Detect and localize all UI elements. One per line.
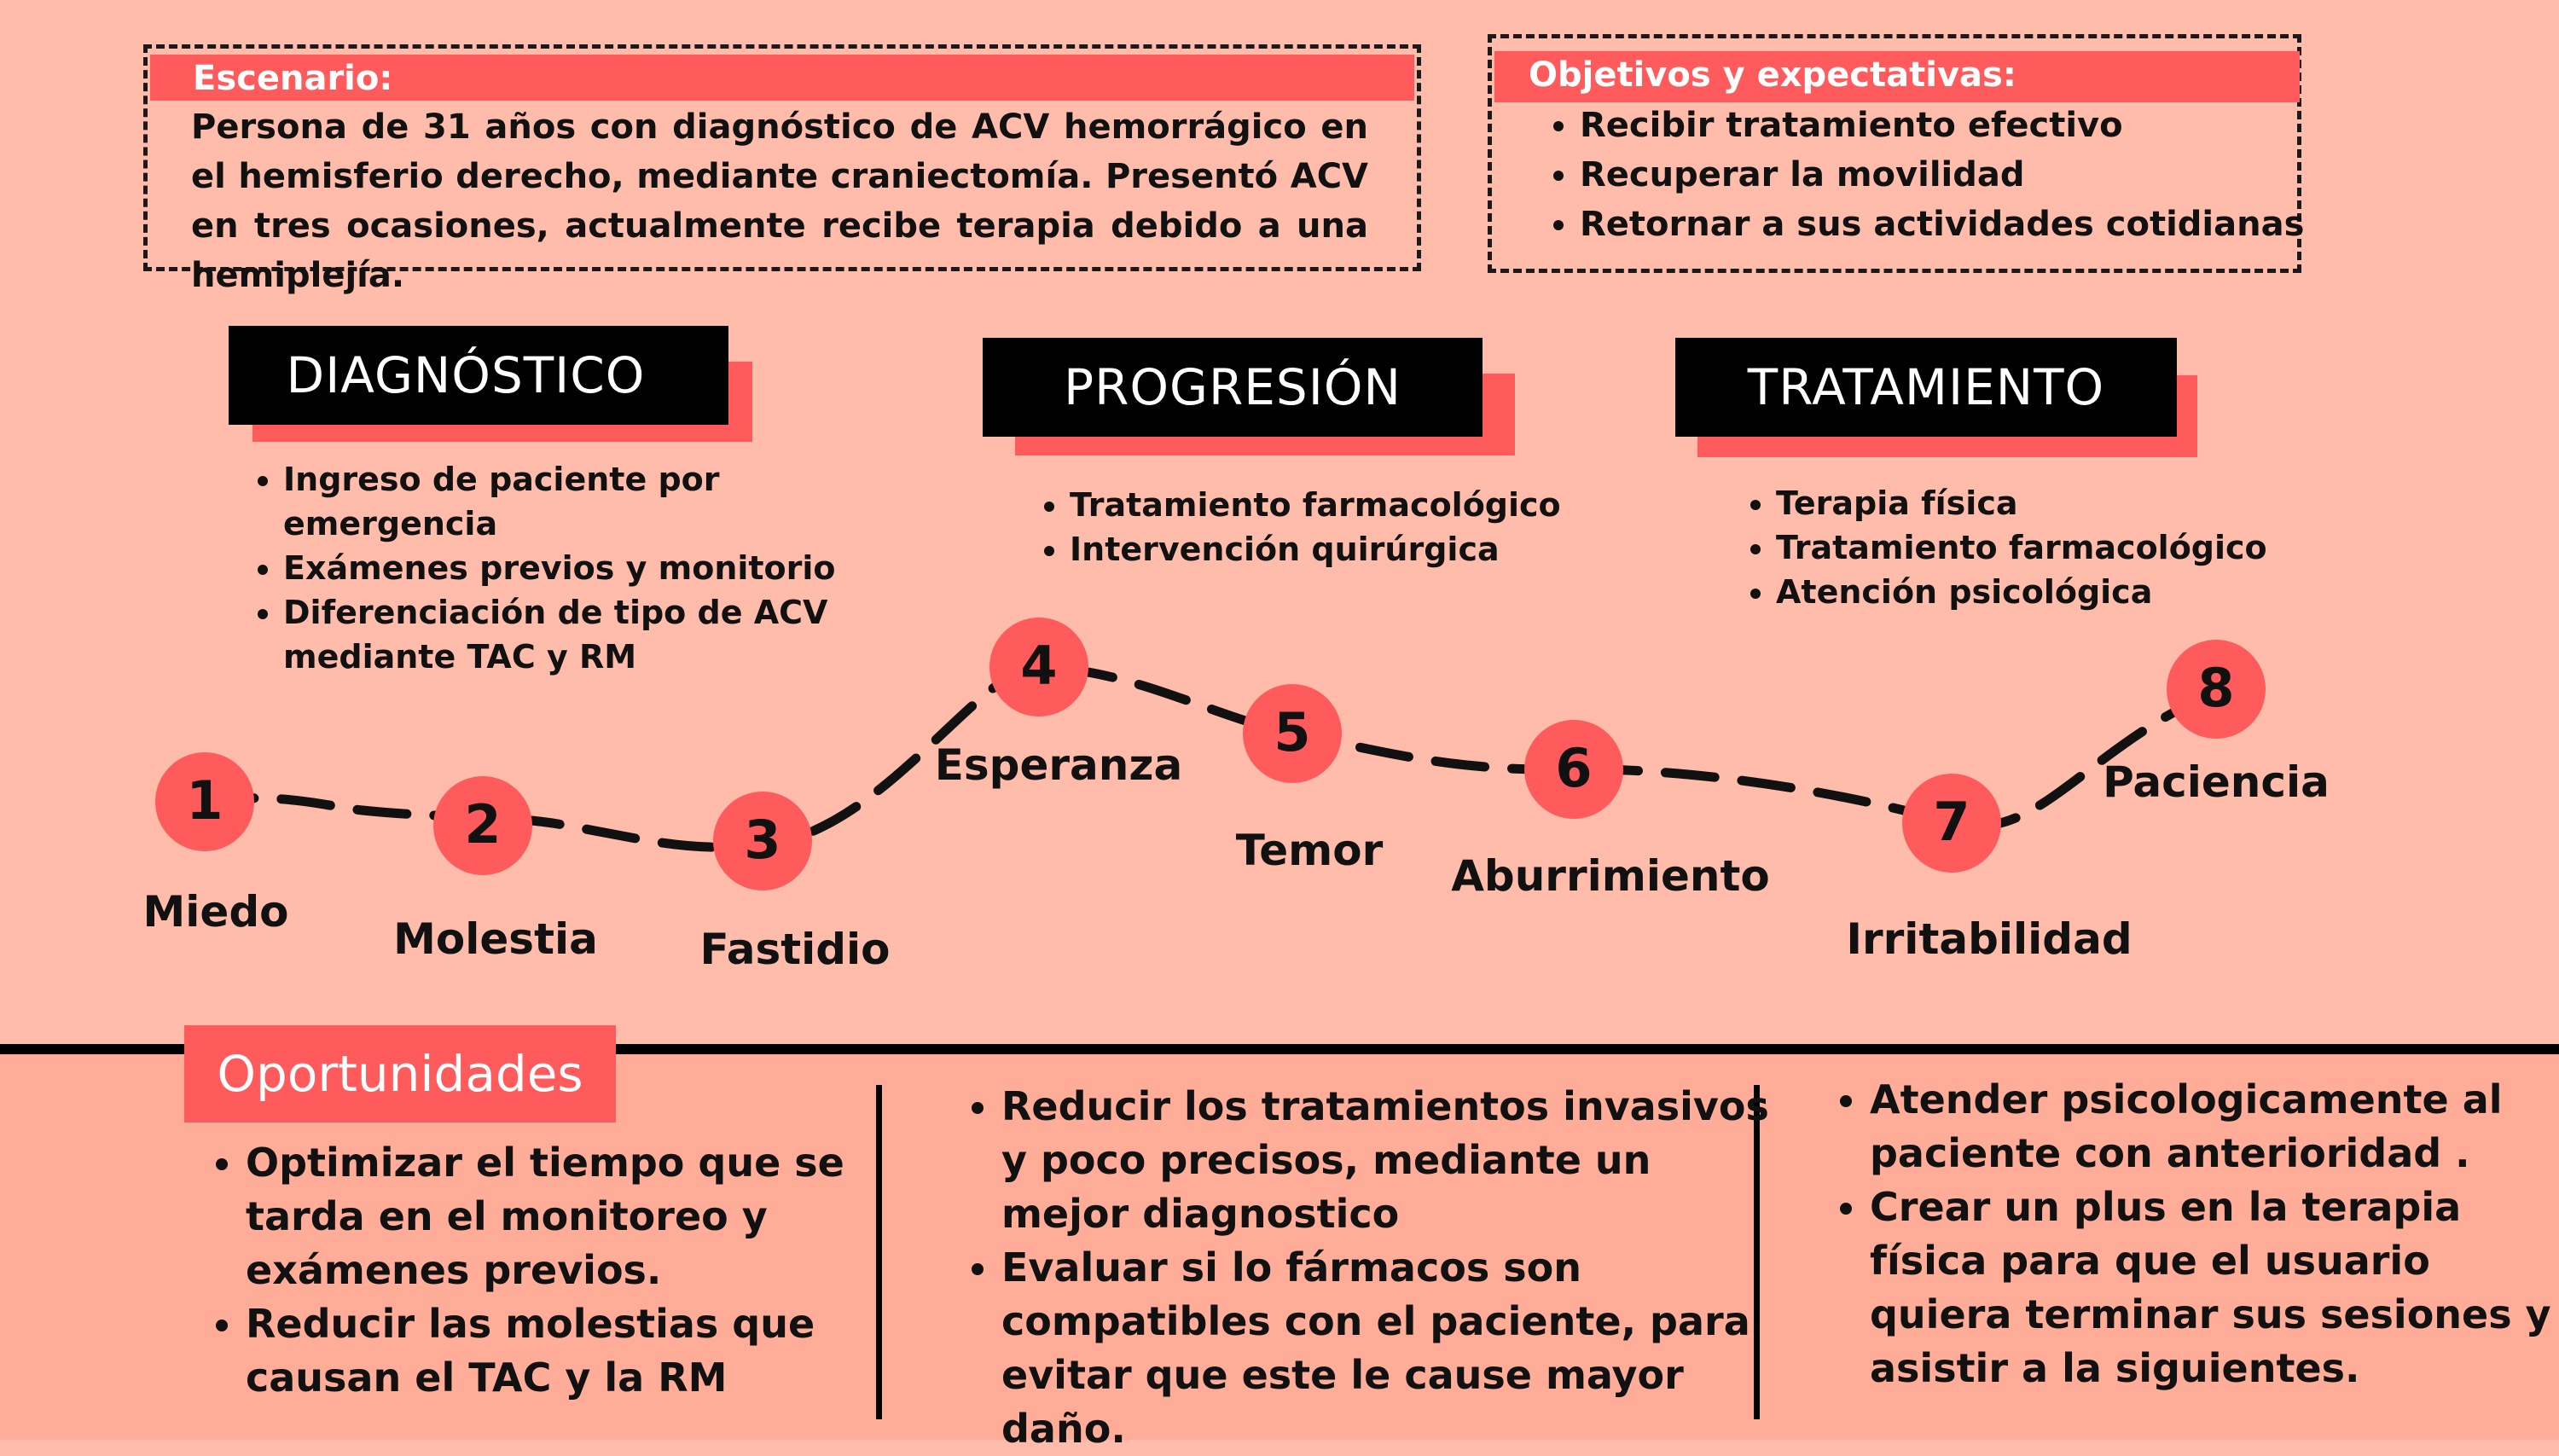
list-item: • Tratamiento farmacológico bbox=[1070, 483, 1718, 527]
node-8 bbox=[2167, 640, 2266, 739]
list-item: • Atender psicologicamente al paciente con anterioridad . bbox=[1870, 1073, 2559, 1180]
node-6 bbox=[1524, 720, 1623, 819]
node-number: 4 bbox=[1020, 635, 1058, 697]
objectives-title: Objetivos y expectativas: bbox=[1494, 51, 2300, 102]
scenario-title: Escenario: bbox=[150, 55, 1414, 101]
list-item: • Optimizar el tiempo que se tarda en el monitoreo y exámenes previos. bbox=[246, 1136, 894, 1297]
node-number: 3 bbox=[744, 809, 781, 871]
node-2 bbox=[433, 776, 532, 875]
list-item: • Reducir los tratamientos invasivos y poco precisos, mediante un mejor diagnostico bbox=[1001, 1080, 1786, 1241]
opportunities-col-3 bbox=[1819, 1073, 2559, 1395]
emotion-label-miedo: Miedo bbox=[142, 887, 289, 937]
opportunities-col-1 bbox=[194, 1136, 894, 1405]
opportunities-title: Oportunidades bbox=[184, 1025, 616, 1122]
emotion-label-temor: Temor bbox=[1235, 826, 1384, 875]
list-item: • Intervención quirúrgica bbox=[1070, 527, 1718, 571]
list-item: • Diferenciación de tipo de ACV mediante TAC y RM bbox=[283, 590, 846, 679]
emotion-label-esperanza: Esperanza bbox=[934, 740, 1183, 790]
list-item: • Terapia física bbox=[1776, 481, 2424, 525]
emotion-label-aburrimiento: Aburrimiento bbox=[1451, 851, 1770, 901]
node-number: 8 bbox=[2197, 657, 2235, 719]
phase-tratamiento: TRATAMIENTO bbox=[1675, 338, 2177, 437]
node-5 bbox=[1243, 684, 1342, 783]
node-1 bbox=[155, 752, 254, 851]
node-number: 5 bbox=[1274, 701, 1311, 763]
list-item: • Exámenes previos y monitorio bbox=[283, 546, 846, 590]
emotion-label-molestia: Molestia bbox=[393, 914, 598, 964]
phase-progresion: PROGRESIÓN bbox=[983, 338, 1483, 437]
opportunities-col-2 bbox=[950, 1080, 1786, 1456]
list-item: • Evaluar si lo fármacos son compatibles con el paciente, para evitar que este le cause mayor daño. bbox=[1001, 1241, 1786, 1456]
node-number: 7 bbox=[1933, 791, 1970, 853]
list-item: • Crear un plus en la terapia física para que el usuario quiera terminar sus sesiones y asistir a la siguientes. bbox=[1870, 1180, 2559, 1395]
emotion-label-irritabilidad: Irritabilidad bbox=[1846, 914, 2132, 964]
phase-diagnostico: DIAGNÓSTICO bbox=[229, 326, 728, 425]
objective-item: • Retornar a sus actividades cotidianas bbox=[1580, 200, 2330, 249]
emotion-label-paciencia: Paciencia bbox=[2103, 757, 2330, 807]
list-item: • Reducir las molestias que causan el TAC y la RM bbox=[246, 1297, 894, 1405]
node-number: 6 bbox=[1555, 737, 1593, 799]
list-item: • Ingreso de paciente por emergencia bbox=[283, 457, 846, 546]
objective-item: • Recibir tratamiento efectivo bbox=[1580, 101, 2330, 150]
node-number: 1 bbox=[186, 769, 223, 832]
node-7 bbox=[1902, 774, 2001, 873]
node-3 bbox=[713, 792, 812, 890]
emotion-label-fastidio: Fastidio bbox=[699, 925, 891, 974]
node-number: 2 bbox=[464, 793, 502, 856]
objective-item: • Recuperar la movilidad bbox=[1580, 150, 2330, 200]
list-item: • Atención psicológica bbox=[1776, 570, 2424, 614]
node-4 bbox=[989, 618, 1088, 716]
scenario-text: Persona de 31 años con diagnóstico de ACV hemorrágico en el hemisferio derecho, mediante craniectomía. Presentó ACV en tres ocasiones, actualmente recibe terapia debido a una hemiplejía. bbox=[191, 107, 1368, 295]
list-item: • Tratamiento farmacológico bbox=[1776, 525, 2424, 570]
